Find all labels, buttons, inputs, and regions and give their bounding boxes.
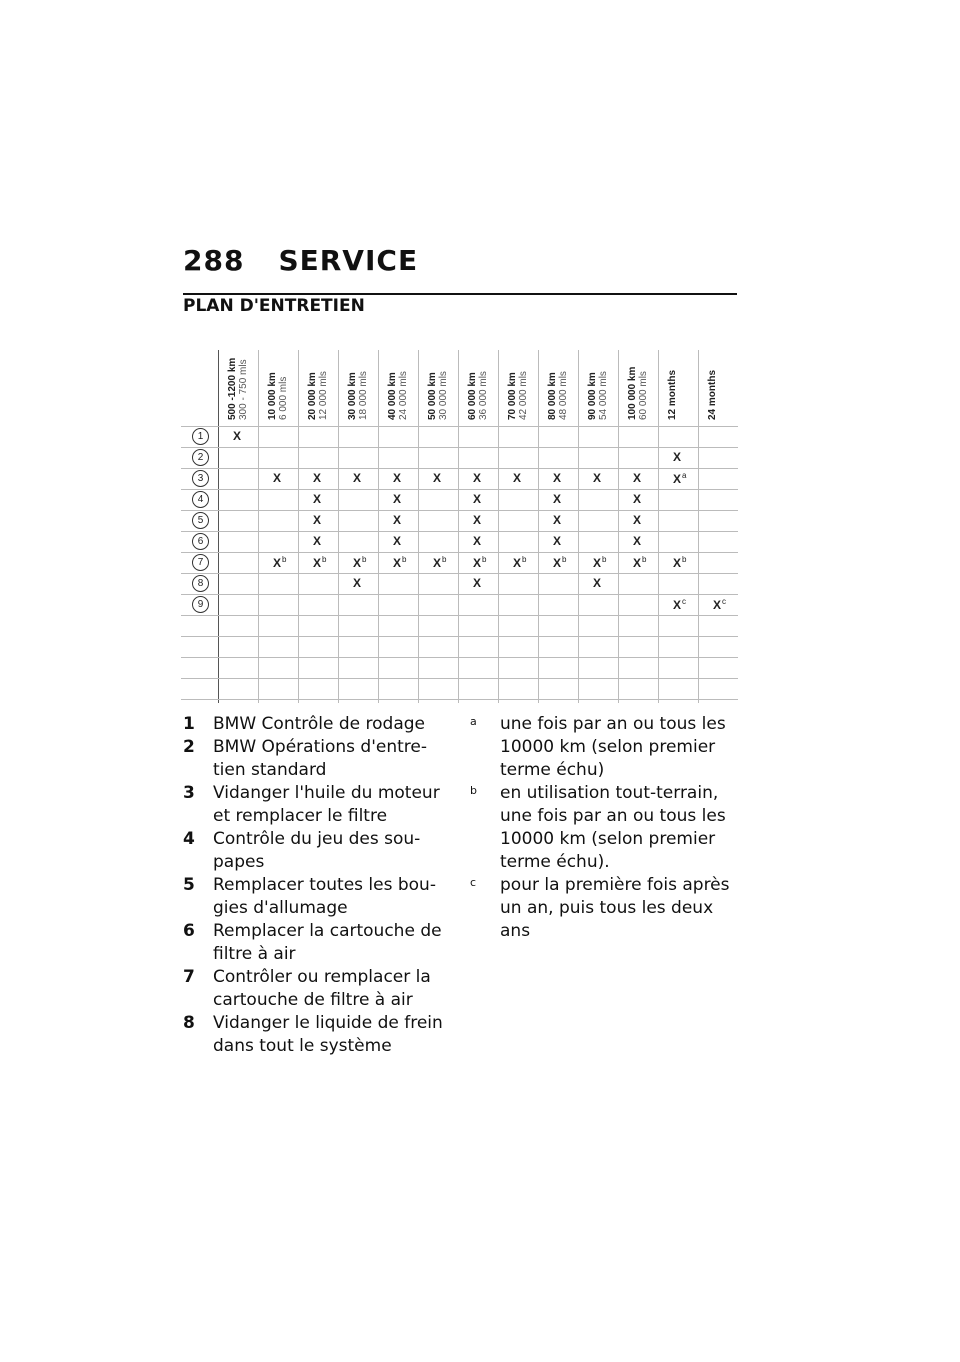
schedule-mark: $X^c$	[713, 597, 727, 612]
column-header-secondary: 48 000 mls	[558, 371, 569, 420]
schedule-mark: X	[433, 471, 442, 485]
legend-text: Contrôler ou remplacer la cartouche de filtre à air	[213, 967, 431, 1010]
column-header	[267, 372, 289, 420]
footnote-ref: b	[362, 555, 367, 564]
column-header-secondary: 30 000 mls	[438, 371, 449, 420]
column-header	[507, 371, 529, 420]
row-number: 1	[192, 428, 209, 445]
column-header	[227, 358, 249, 420]
footnote-text: une fois par an ou tous les 10000 km (selon premier terme échu)	[500, 714, 726, 780]
column-header-secondary: 24 000 mls	[398, 371, 409, 420]
legend-text: Remplacer la cartouche de filtre à air	[213, 921, 442, 964]
column-header-primary: 20 000 km	[307, 372, 318, 420]
column-header	[547, 371, 569, 420]
schedule-mark: X	[593, 471, 602, 485]
schedule-mark: X	[473, 534, 482, 548]
legend-key: 6	[183, 921, 195, 941]
footnote-ref: b	[322, 555, 327, 564]
legend-key: 8	[183, 1013, 195, 1033]
footnote-ref: c	[682, 597, 687, 606]
column-header-secondary: 42 000 mls	[518, 371, 529, 420]
schedule-mark: $X^b$	[393, 555, 407, 570]
legend-item	[183, 782, 443, 828]
footnote-key: c	[470, 876, 477, 889]
legend-item	[183, 713, 443, 736]
column-header	[587, 371, 609, 420]
schedule-mark: $X^b$	[273, 555, 287, 570]
column-header-primary: 80 000 km	[547, 372, 558, 420]
schedule-mark: X	[273, 471, 282, 485]
page-header	[183, 244, 418, 277]
column-header	[427, 371, 449, 420]
legend-item	[183, 736, 443, 782]
schedule-mark: $X^c$	[673, 597, 687, 612]
column-header-primary: 24 months	[707, 369, 718, 420]
schedule-mark: X	[473, 471, 482, 485]
schedule-mark: X	[513, 471, 522, 485]
legend-text: Vidanger le liquide de frein dans tout le système	[213, 1013, 443, 1056]
footnote-ref: a	[682, 471, 687, 480]
schedule-mark: X	[553, 492, 562, 506]
schedule-mark: X	[633, 492, 642, 506]
legend-list	[183, 713, 443, 1058]
footnote-text: pour la première fois après un an, puis tous les deux ans	[500, 875, 730, 941]
schedule-mark: $X^b$	[633, 555, 647, 570]
footnote-ref: b	[682, 555, 687, 564]
schedule-mark: $X^b$	[553, 555, 567, 570]
schedule-mark: X	[353, 471, 362, 485]
footnote-list	[470, 713, 740, 943]
legend-text: BMW Contrôle de rodage	[213, 714, 425, 734]
page-title: PLAN D'ENTRETIEN	[183, 296, 365, 316]
schedule-mark: $X^b$	[513, 555, 527, 570]
schedule-mark: $X^a$	[673, 471, 687, 486]
column-header-primary: 12 months	[667, 369, 678, 420]
legend-text: BMW Opérations d'entre-tien standard	[213, 737, 427, 780]
row-number: 2	[192, 449, 209, 466]
column-header-primary: 40 000 km	[387, 372, 398, 420]
footnote-item	[470, 713, 740, 782]
column-header-primary: 500 -1200 km	[227, 357, 238, 420]
column-header	[467, 371, 489, 420]
column-header-secondary: 18 000 mls	[358, 371, 369, 420]
column-header-primary: 70 000 km	[507, 372, 518, 420]
column-header-secondary: 36 000 mls	[478, 371, 489, 420]
legend-key: 5	[183, 875, 195, 895]
footnote-ref: b	[442, 555, 447, 564]
legend-key: 7	[183, 967, 195, 987]
schedule-mark: X	[633, 534, 642, 548]
legend-item	[183, 828, 443, 874]
footnote-text: en utilisation tout-terrain, une fois par an ou tous les 10000 km (selon premier terme échu).	[500, 783, 726, 872]
schedule-mark: X	[633, 471, 642, 485]
column-header	[347, 371, 369, 420]
schedule-mark: $X^b$	[473, 555, 487, 570]
legend-item	[183, 1012, 443, 1058]
row-number: 7	[192, 554, 209, 571]
schedule-mark: X	[353, 576, 362, 590]
schedule-mark: X	[313, 471, 322, 485]
schedule-mark: $X^b$	[433, 555, 447, 570]
column-header-primary: 60 000 km	[467, 372, 478, 420]
schedule-mark: X	[673, 450, 682, 464]
footnote-ref: b	[482, 555, 487, 564]
column-header	[667, 370, 678, 420]
footnote-ref: b	[562, 555, 567, 564]
legend-item	[183, 874, 443, 920]
legend-text: Contrôle du jeu des sou-papes	[213, 829, 421, 872]
column-header-secondary: 12 000 mls	[318, 371, 329, 420]
legend-key: 4	[183, 829, 195, 849]
schedule-mark: X	[473, 492, 482, 506]
page-number: 288	[183, 244, 245, 277]
column-header	[387, 371, 409, 420]
row-number: 6	[192, 533, 209, 550]
schedule-mark: X	[473, 513, 482, 527]
header-rule	[183, 293, 737, 295]
footnote-ref: c	[722, 597, 727, 606]
schedule-mark: X	[553, 471, 562, 485]
maintenance-schedule-table	[181, 350, 738, 705]
section-name: SERVICE	[278, 244, 419, 277]
footnote-ref: b	[402, 555, 407, 564]
legend-key: 2	[183, 737, 195, 757]
column-header-primary: 90 000 km	[587, 372, 598, 420]
column-header-secondary: 6 000 mls	[278, 376, 289, 420]
schedule-mark: X	[233, 429, 242, 443]
column-header-secondary: 54 000 mls	[598, 371, 609, 420]
schedule-mark: X	[393, 492, 402, 506]
schedule-mark: X	[393, 513, 402, 527]
footnote-ref: b	[522, 555, 527, 564]
row-number: 3	[192, 470, 209, 487]
column-header	[627, 367, 649, 420]
row-number: 9	[192, 596, 209, 613]
row-number: 5	[192, 512, 209, 529]
legend-key: 1	[183, 714, 195, 734]
column-header-primary: 100 000 km	[627, 366, 638, 420]
legend-text: Vidanger l'huile du moteur et remplacer le filtre	[213, 783, 440, 826]
schedule-mark: X	[473, 576, 482, 590]
footnote-item	[470, 874, 740, 943]
legend-key: 3	[183, 783, 195, 803]
column-header-secondary: 300 - 750 mls	[238, 359, 249, 420]
footnote-ref: b	[642, 555, 647, 564]
column-header-primary: 10 000 km	[267, 372, 278, 420]
schedule-mark: X	[313, 513, 322, 527]
schedule-mark: $X^b$	[673, 555, 687, 570]
table-grid	[181, 350, 738, 705]
schedule-mark: $X^b$	[593, 555, 607, 570]
column-header-secondary: 60 000 mls	[638, 371, 649, 420]
column-header-primary: 30 000 km	[347, 372, 358, 420]
row-number: 8	[192, 575, 209, 592]
schedule-mark: X	[553, 513, 562, 527]
legend-text: Remplacer toutes les bou-gies d'allumage	[213, 875, 436, 918]
schedule-mark: X	[633, 513, 642, 527]
schedule-mark: X	[393, 534, 402, 548]
schedule-mark: X	[313, 534, 322, 548]
column-header	[707, 370, 718, 420]
schedule-mark: $X^b$	[313, 555, 327, 570]
footnote-ref: b	[602, 555, 607, 564]
footnote-key: b	[470, 784, 477, 797]
legend-item	[183, 966, 443, 1012]
footnote-key: a	[470, 715, 477, 728]
footnote-item	[470, 782, 740, 874]
footnote-ref: b	[282, 555, 287, 564]
schedule-mark: X	[313, 492, 322, 506]
schedule-mark: X	[593, 576, 602, 590]
column-header-primary: 50 000 km	[427, 372, 438, 420]
schedule-mark: X	[553, 534, 562, 548]
row-number: 4	[192, 491, 209, 508]
schedule-mark: $X^b$	[353, 555, 367, 570]
legend-item	[183, 920, 443, 966]
column-header	[307, 371, 329, 420]
schedule-mark: X	[393, 471, 402, 485]
